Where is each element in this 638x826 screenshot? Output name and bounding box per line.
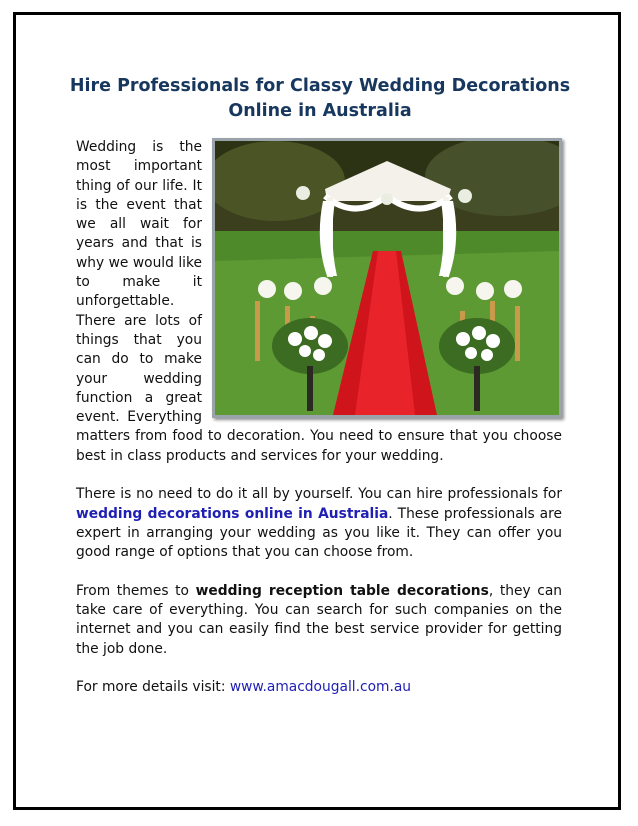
page-title: Hire Professionals for Classy Wedding Decorations Online in Australia	[69, 76, 571, 121]
paragraph-more-details	[76, 678, 562, 697]
paragraph-themes-text-1: From themes to	[76, 582, 196, 599]
more-details-label: For more details visit:	[76, 679, 230, 696]
wedding-gazebo-photo	[212, 138, 562, 418]
website-link[interactable]: www.amacdougall.com.au	[229, 679, 412, 696]
paragraph-themes	[76, 582, 562, 659]
wedding-decorations-link[interactable]: wedding decorations online in Australia	[76, 505, 389, 522]
paragraph-professionals-text-1: There is no need to do it all by yourself. You can hire professionals for	[76, 486, 562, 503]
paragraph-intro: Wedding is the most important thing of our life. It is the event that we all wait for years and that is why we would like to make it unforgettable. There are lots of things that you can do to make your wedding function a great event. Everything matters from food to decoration. You need to ensure that you choose best in class products and services for your wedding.	[76, 139, 562, 464]
paragraph-professionals-text-2: . These professionals are expert in arranging your wedding as you like it. They can offer you good range of options that you can choose from.	[76, 505, 562, 561]
paragraph-professionals	[76, 485, 562, 562]
table-decorations-bold: wedding reception table decorations	[195, 582, 489, 599]
document-body	[76, 138, 562, 717]
paragraph-themes-text-2: , they can take care of everything. You can search for such companies on the internet and you can easily find the best service provider for getting the job done.	[76, 582, 563, 657]
